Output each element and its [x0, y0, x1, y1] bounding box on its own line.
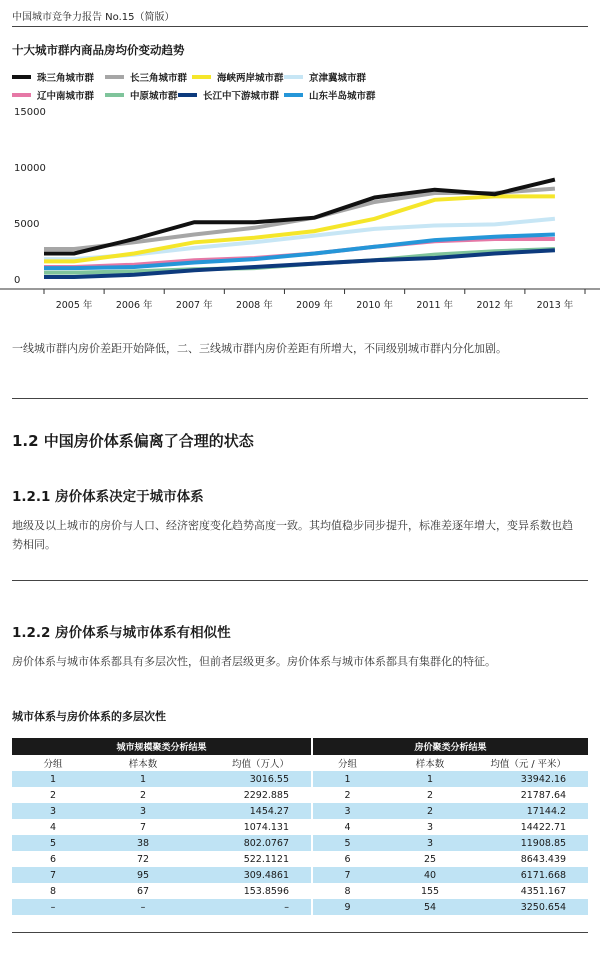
table-bottom-rule — [12, 932, 588, 933]
table-cell: 1 — [312, 771, 382, 787]
table-cell: – — [192, 899, 312, 915]
chart-title: 十大城市群内商品房均价变动趋势 — [12, 43, 185, 57]
table-row — [12, 819, 588, 835]
table-row — [12, 787, 588, 803]
table-cell: 1074.131 — [192, 819, 312, 835]
table-cell: 33942.16 — [478, 771, 588, 787]
table-cell: 7 — [12, 867, 94, 883]
legend-swatch — [12, 93, 31, 97]
table-cell: 1454.27 — [192, 803, 312, 819]
legend-item — [284, 70, 366, 84]
table-cell: 40 — [382, 867, 478, 883]
table-cell: 17144.2 — [478, 803, 588, 819]
table-cell: 72 — [94, 851, 192, 867]
table-row — [12, 867, 588, 883]
cluster-table — [12, 738, 588, 915]
y-tick-label: 0 — [14, 275, 21, 286]
table-cell: 6171.668 — [478, 867, 588, 883]
table-row — [12, 771, 588, 787]
table-cell: 95 — [94, 867, 192, 883]
report-header: 中国城市竞争力报告 No.15（简版） — [12, 12, 175, 23]
y-tick-label: 15000 — [14, 108, 46, 118]
table-cell: 5 — [312, 835, 382, 851]
legend-item — [178, 88, 279, 102]
legend-swatch — [284, 75, 303, 79]
table-cell: 2 — [382, 787, 478, 803]
legend-swatch — [12, 75, 31, 79]
table-cell: 8 — [12, 883, 94, 899]
table-cell: 3 — [382, 819, 478, 835]
legend-label: 海峡两岸城市群 — [217, 73, 284, 84]
table-group-header-left: 城市规模聚类分析结果 — [12, 738, 312, 755]
table-title: 城市体系与房价体系的多层次性 — [12, 710, 166, 723]
legend-item — [105, 88, 178, 102]
legend-label: 长三角城市群 — [130, 73, 188, 84]
paragraph: 房价体系与城市体系都具有多层次性，但前者层级更多。房价体系与城市体系都具有集群化的特征。 — [12, 655, 496, 668]
chart-note: 一线城市群内房价差距开始降低，二、三线城市群内房价差距有所增大，不同级别城市群内分化加剧。 — [12, 342, 507, 355]
table-cell: 54 — [382, 899, 478, 915]
y-tick-label: 10000 — [14, 163, 46, 174]
table-cell: 2 — [312, 787, 382, 803]
column-header: 样本数 — [94, 755, 192, 771]
table-cell: 38 — [94, 835, 192, 851]
x-tick-label: 2006 年 — [115, 300, 153, 311]
legend-item — [12, 70, 94, 84]
x-tick-label: 2012 年 — [476, 300, 514, 311]
column-header: 均值（元 / 平米） — [478, 755, 588, 771]
header-divider — [12, 26, 588, 27]
table-cell: 2 — [12, 787, 94, 803]
table-row — [12, 835, 588, 851]
table-cell: 14422.71 — [478, 819, 588, 835]
table-cell: 21787.64 — [478, 787, 588, 803]
table-cell: 3 — [94, 803, 192, 819]
table-group-header-right: 房价聚类分析结果 — [312, 738, 588, 755]
table-cell: 3 — [312, 803, 382, 819]
legend-item — [192, 70, 284, 84]
legend-label: 长江中下游城市群 — [203, 91, 280, 102]
section-divider — [12, 398, 588, 399]
legend-item — [105, 70, 187, 84]
column-header: 样本数 — [382, 755, 478, 771]
x-tick-label: 2008 年 — [236, 300, 273, 311]
subsection-title: 1.2.2 房价体系与城市体系有相似性 — [12, 625, 231, 641]
table-cell: 522.1121 — [192, 851, 312, 867]
table-cell: 309.4861 — [192, 867, 312, 883]
table-cell: 802.0767 — [192, 835, 312, 851]
table-row — [12, 803, 588, 819]
price-trend-chart — [0, 108, 600, 323]
table-cell: 11908.85 — [478, 835, 588, 851]
table-cell: 153.8596 — [192, 883, 312, 899]
table-cell: 5 — [12, 835, 94, 851]
table-row — [12, 851, 588, 867]
section-divider — [12, 580, 588, 581]
table-cell: 7 — [312, 867, 382, 883]
paragraph-line: 势相同。 — [12, 538, 56, 551]
legend-swatch — [105, 93, 124, 97]
legend-label: 山东半岛城市群 — [309, 91, 376, 102]
legend-label: 辽中南城市群 — [37, 91, 95, 102]
table-cell: 4 — [12, 819, 94, 835]
table-cell: 67 — [94, 883, 192, 899]
legend-swatch — [192, 75, 211, 79]
table-cell: 7 — [94, 819, 192, 835]
table-cell: 3 — [12, 803, 94, 819]
table-cell: 6 — [12, 851, 94, 867]
table-cell: 25 — [382, 851, 478, 867]
table-cell: 2292.885 — [192, 787, 312, 803]
table-cell: 1 — [12, 771, 94, 787]
x-tick-label: 2005 年 — [55, 300, 93, 311]
y-tick-label: 5000 — [14, 219, 40, 230]
legend-label: 中原城市群 — [130, 91, 178, 102]
table-cell: 4351.167 — [478, 883, 588, 899]
legend-label: 京津冀城市群 — [309, 73, 367, 84]
x-tick-label: 2007 年 — [175, 300, 213, 311]
table-cell: 1 — [94, 771, 192, 787]
column-header: 均值（万人） — [192, 755, 312, 771]
legend-swatch — [105, 75, 124, 79]
legend-swatch — [284, 93, 303, 97]
section-title: 1.2 中国房价体系偏离了合理的状态 — [12, 432, 254, 450]
legend-item — [284, 88, 376, 102]
table-cell: 1 — [382, 771, 478, 787]
column-header: 分组 — [12, 755, 94, 771]
x-tick-label: 2010 年 — [356, 300, 393, 311]
table-cell: – — [12, 899, 94, 915]
legend-label: 珠三角城市群 — [37, 73, 95, 84]
legend-item — [12, 88, 94, 102]
table-cell: 3016.55 — [192, 771, 312, 787]
table-column-header-row — [12, 755, 588, 771]
paragraph-line: 地级及以上城市的房价与人口、经济密度变化趋势高度一致。其均值稳步同步提升，标准差逐年增大，变异系数也趋 — [12, 519, 573, 532]
table-cell: 8 — [312, 883, 382, 899]
table-cell: 155 — [382, 883, 478, 899]
table-cell: 3 — [382, 835, 478, 851]
series-line — [44, 180, 555, 254]
table-cell: – — [94, 899, 192, 915]
paragraph — [12, 516, 588, 554]
table-cell: 3250.654 — [478, 899, 588, 915]
x-tick-label: 2011 年 — [416, 300, 454, 311]
column-header: 分组 — [312, 755, 382, 771]
table-cell: 4 — [312, 819, 382, 835]
x-tick-label: 2013 年 — [536, 300, 574, 311]
table-cell: 9 — [312, 899, 382, 915]
table-cell: 8643.439 — [478, 851, 588, 867]
legend-swatch — [178, 93, 197, 97]
table-cell: 2 — [382, 803, 478, 819]
table-row — [12, 899, 588, 915]
x-tick-label: 2009 年 — [296, 300, 333, 311]
table-row — [12, 883, 588, 899]
table-cell: 6 — [312, 851, 382, 867]
subsection-title: 1.2.1 房价体系决定于城市体系 — [12, 489, 204, 505]
table-cell: 2 — [94, 787, 192, 803]
